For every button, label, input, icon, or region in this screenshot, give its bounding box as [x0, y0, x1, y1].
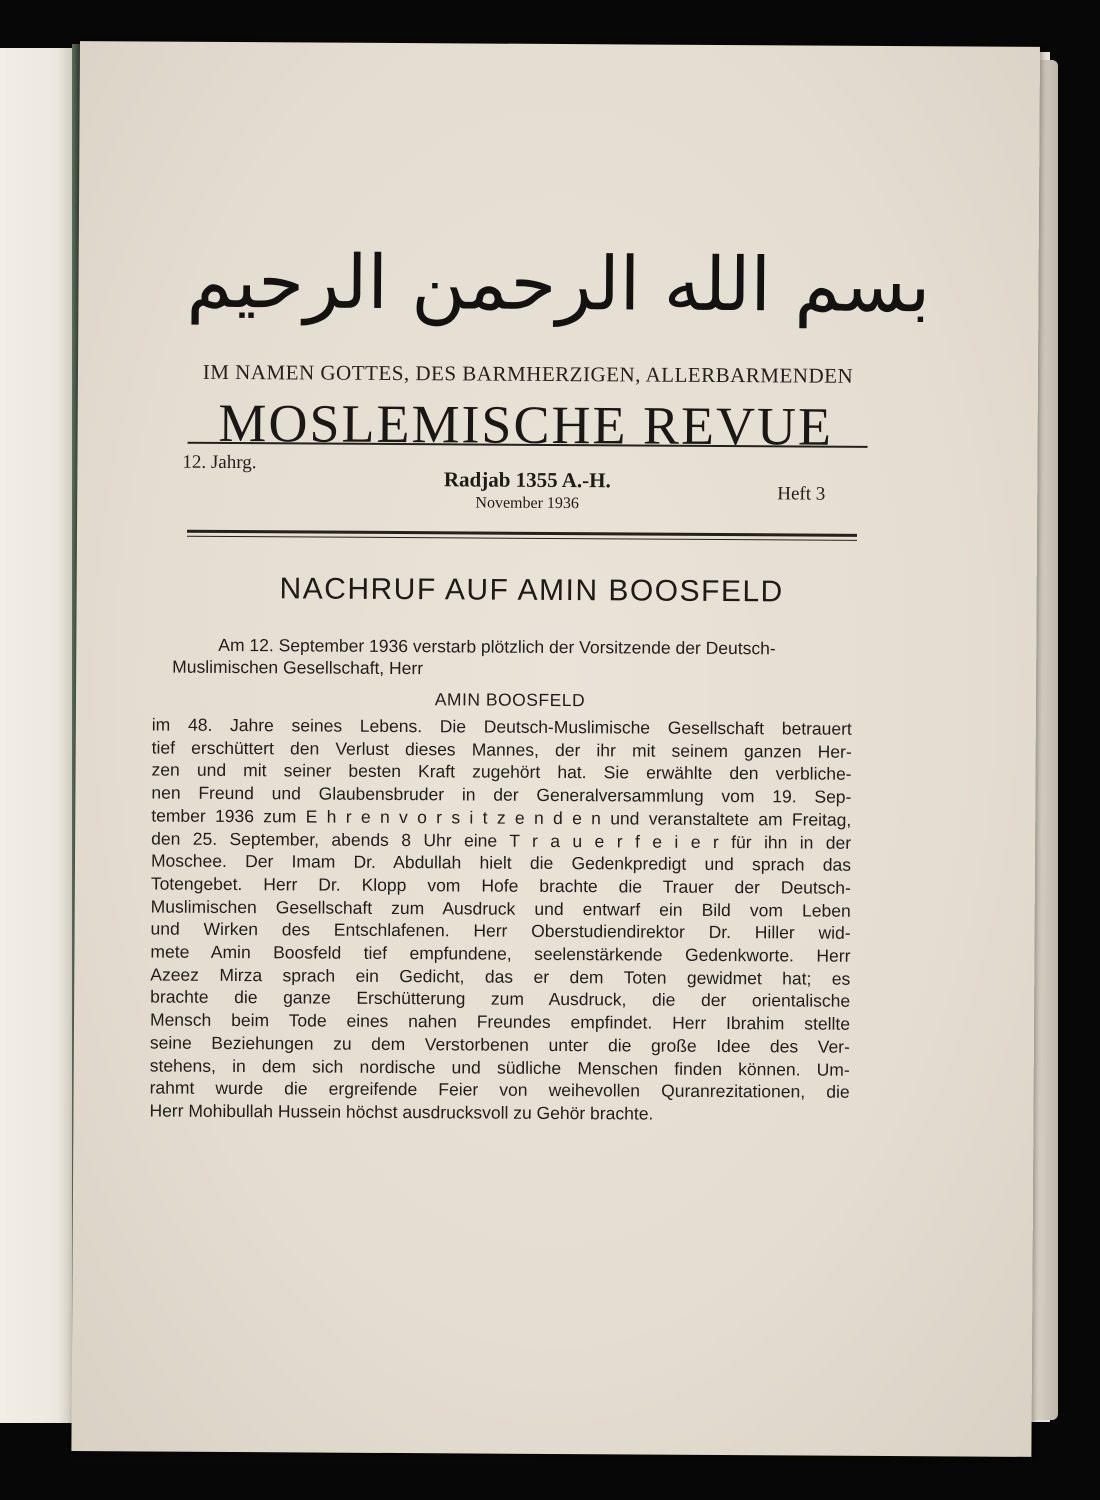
body-line: mete Amin Boosfeld tief empfundene, seelenstärkende Gedenkworte. Herr: [150, 941, 851, 966]
volume-label: 12. Jahrg.: [182, 451, 257, 474]
body-line: und Wirken des Entschlafenen. Herr Oberstudiendirektor Dr. Hiller wid-: [150, 918, 851, 944]
body-line: Totengebet. Herr Dr. Klopp vom Hofe brachte die Trauer der Deutsch-: [150, 873, 851, 898]
intro-line: Am 12. September 1936 verstarb plötzlich der Vorsitzende der Deutsch-: [218, 634, 776, 659]
body-line: Muslimischen Gesellschaft zum Ausdruck und entwarf ein Bild vom Leben: [150, 896, 851, 921]
body-line: im 48. Jahre seines Lebens. Die Deutsch-Muslimische Gesellschaft betrauert: [151, 714, 852, 739]
basmala-calligraphy: بسم الله الرحمن الرحيم: [186, 238, 931, 330]
deceased-name: AMIN BOOSFELD: [434, 689, 586, 711]
body-line: tember 1936 zum E h r e n v o r s i t z e n d e n und veranstaltete am Freitag,: [151, 805, 852, 830]
header-rule-thin: [187, 536, 857, 541]
body-line: brachte die ganze Erschütterung zum Ausdruck, die der orientalische: [150, 986, 851, 1012]
body-line: stehens, in dem sich nordische und südliche Menschen finden können. Um-: [149, 1055, 850, 1080]
body-line: Mensch beim Tode eines nahen Freundes empfindet. Herr Ibrahim stellte: [149, 1009, 851, 1034]
gregorian-date: November 1936: [475, 494, 580, 513]
body-line: Herr Mohibullah Hussein höchst ausdrucksvoll zu Gehör brachte.: [149, 1100, 654, 1124]
hijri-date: Radjab 1355 A.-H.: [443, 467, 611, 493]
masthead-subtitle: IM NAMEN GOTTES, DES BARMHERZIGEN, ALLERBARMENDEN: [202, 359, 854, 388]
body-line: Moschee. Der Imam Dr. Abdullah hielt die Gedenkpredigt und sprach das: [150, 850, 852, 876]
body-line: zen und mit seiner besten Kraft zugehört hat. Sie erwählte den verbliche-: [151, 759, 852, 785]
article-body: [149, 714, 851, 1127]
body-line: rahmt wurde die ergreifende Feier von weihevollen Quranrezitationen, die: [149, 1077, 850, 1103]
body-line: den 25. September, abends 8 Uhr eine T r a u e r f e i e r für ihn in der: [151, 828, 852, 853]
body-line: nen Freund und Glaubensbruder in der Generalversammlung vom 19. Sep-: [151, 782, 852, 807]
issue-date-block: [377, 467, 677, 514]
body-line: Azeez Mirza sprach ein Gedicht, das er dem Toten gewidmet hat; es: [150, 964, 851, 989]
body-line: seine Beziehungen zu dem Verstorbenen unter die große Idee des Ver-: [149, 1032, 850, 1057]
article-intro: [172, 634, 848, 682]
magazine-page: [71, 41, 1040, 1457]
body-line: tief erschüttert den Verlust dieses Mannes, der ihr mit seinem ganzen Her-: [151, 737, 852, 762]
issue-number: Heft 3: [777, 483, 826, 505]
intro-line: Muslimischen Gesellschaft, Herr: [172, 656, 424, 679]
left-facing-page: [0, 48, 72, 1423]
masthead-title: MOSLEMISCHE REVUE: [218, 392, 834, 457]
article-title: NACHRUF AUF AMIN BOOSFELD: [279, 572, 784, 609]
